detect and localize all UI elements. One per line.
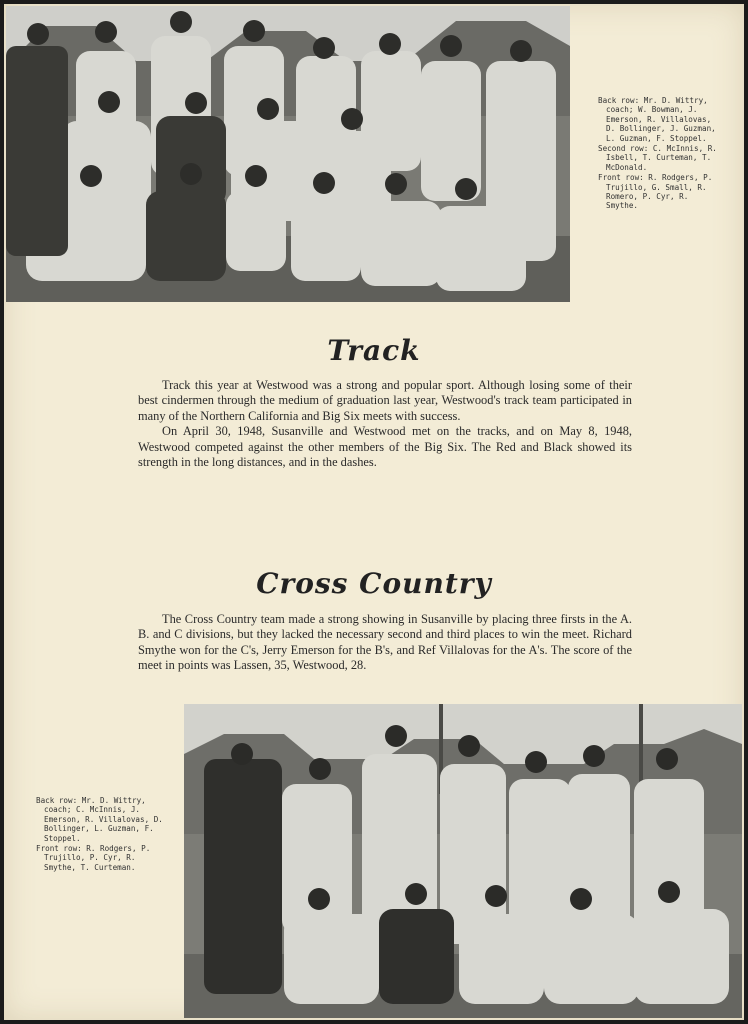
cross-country-team-photo	[184, 704, 742, 1018]
yearbook-page	[4, 4, 744, 1020]
track-caption-back-row: Back row: Mr. D. Wittry, coach; W. Bowman, J. Emerson, R. Villalovas, D. Bollinger, J. Guzman, L. Guzman, F. Stoppel.	[598, 96, 716, 143]
track-heading: Track	[327, 334, 421, 367]
cross-country-paragraph-1: The Cross Country team made a strong showing in Susanville by placing three firsts in the A. B. and C divisions, but they lacked the necessary second and third places to win the meet. Richard Smythe won for the C's, Jerry Emerson for the B's, and Ref Villalovas for the A's. The score of the meet in points was Lassen, 35, Westwood, 28.	[138, 612, 632, 673]
track-paragraph-1: Track this year at Westwood was a strong and popular sport. Although losing some of their best cindermen through the medium of graduation last year, Westwood's track team participated in many of the Northern California and Big Six meets with success.	[138, 378, 632, 423]
cross-country-photo-caption	[36, 796, 166, 873]
track-body	[138, 378, 632, 470]
cross-country-heading: Cross Country	[256, 567, 492, 600]
cross-country-caption-back-row: Back row: Mr. D. Wittry, coach; C. McInnis, J. Emerson, R. Villalovas, D. Bollinger, L. Guzman, F. Stoppel.	[36, 796, 163, 843]
track-paragraph-2: On April 30, 1948, Susanville and Westwood met on the tracks, and on May 8, 1948, Westwood competed against the other members of the Big Six. The Red and Black showed its strength in the long distances, and in the dashes.	[138, 424, 632, 470]
cross-country-caption-front-row: Front row: R. Rodgers, P. Trujillo, P. Cyr, R. Smythe, T. Curteman.	[36, 844, 151, 872]
track-photo-caption	[598, 96, 718, 212]
track-team-photo	[6, 6, 570, 302]
track-caption-front-row: Front row: R. Rodgers, P. Trujillo, G. Small, R. Romero, P. Cyr, R. Smythe.	[598, 173, 713, 211]
track-caption-second-row: Second row: C. McInnis, R. Isbell, T. Curteman, T. McDonald.	[598, 144, 717, 172]
cross-country-body	[138, 612, 632, 674]
